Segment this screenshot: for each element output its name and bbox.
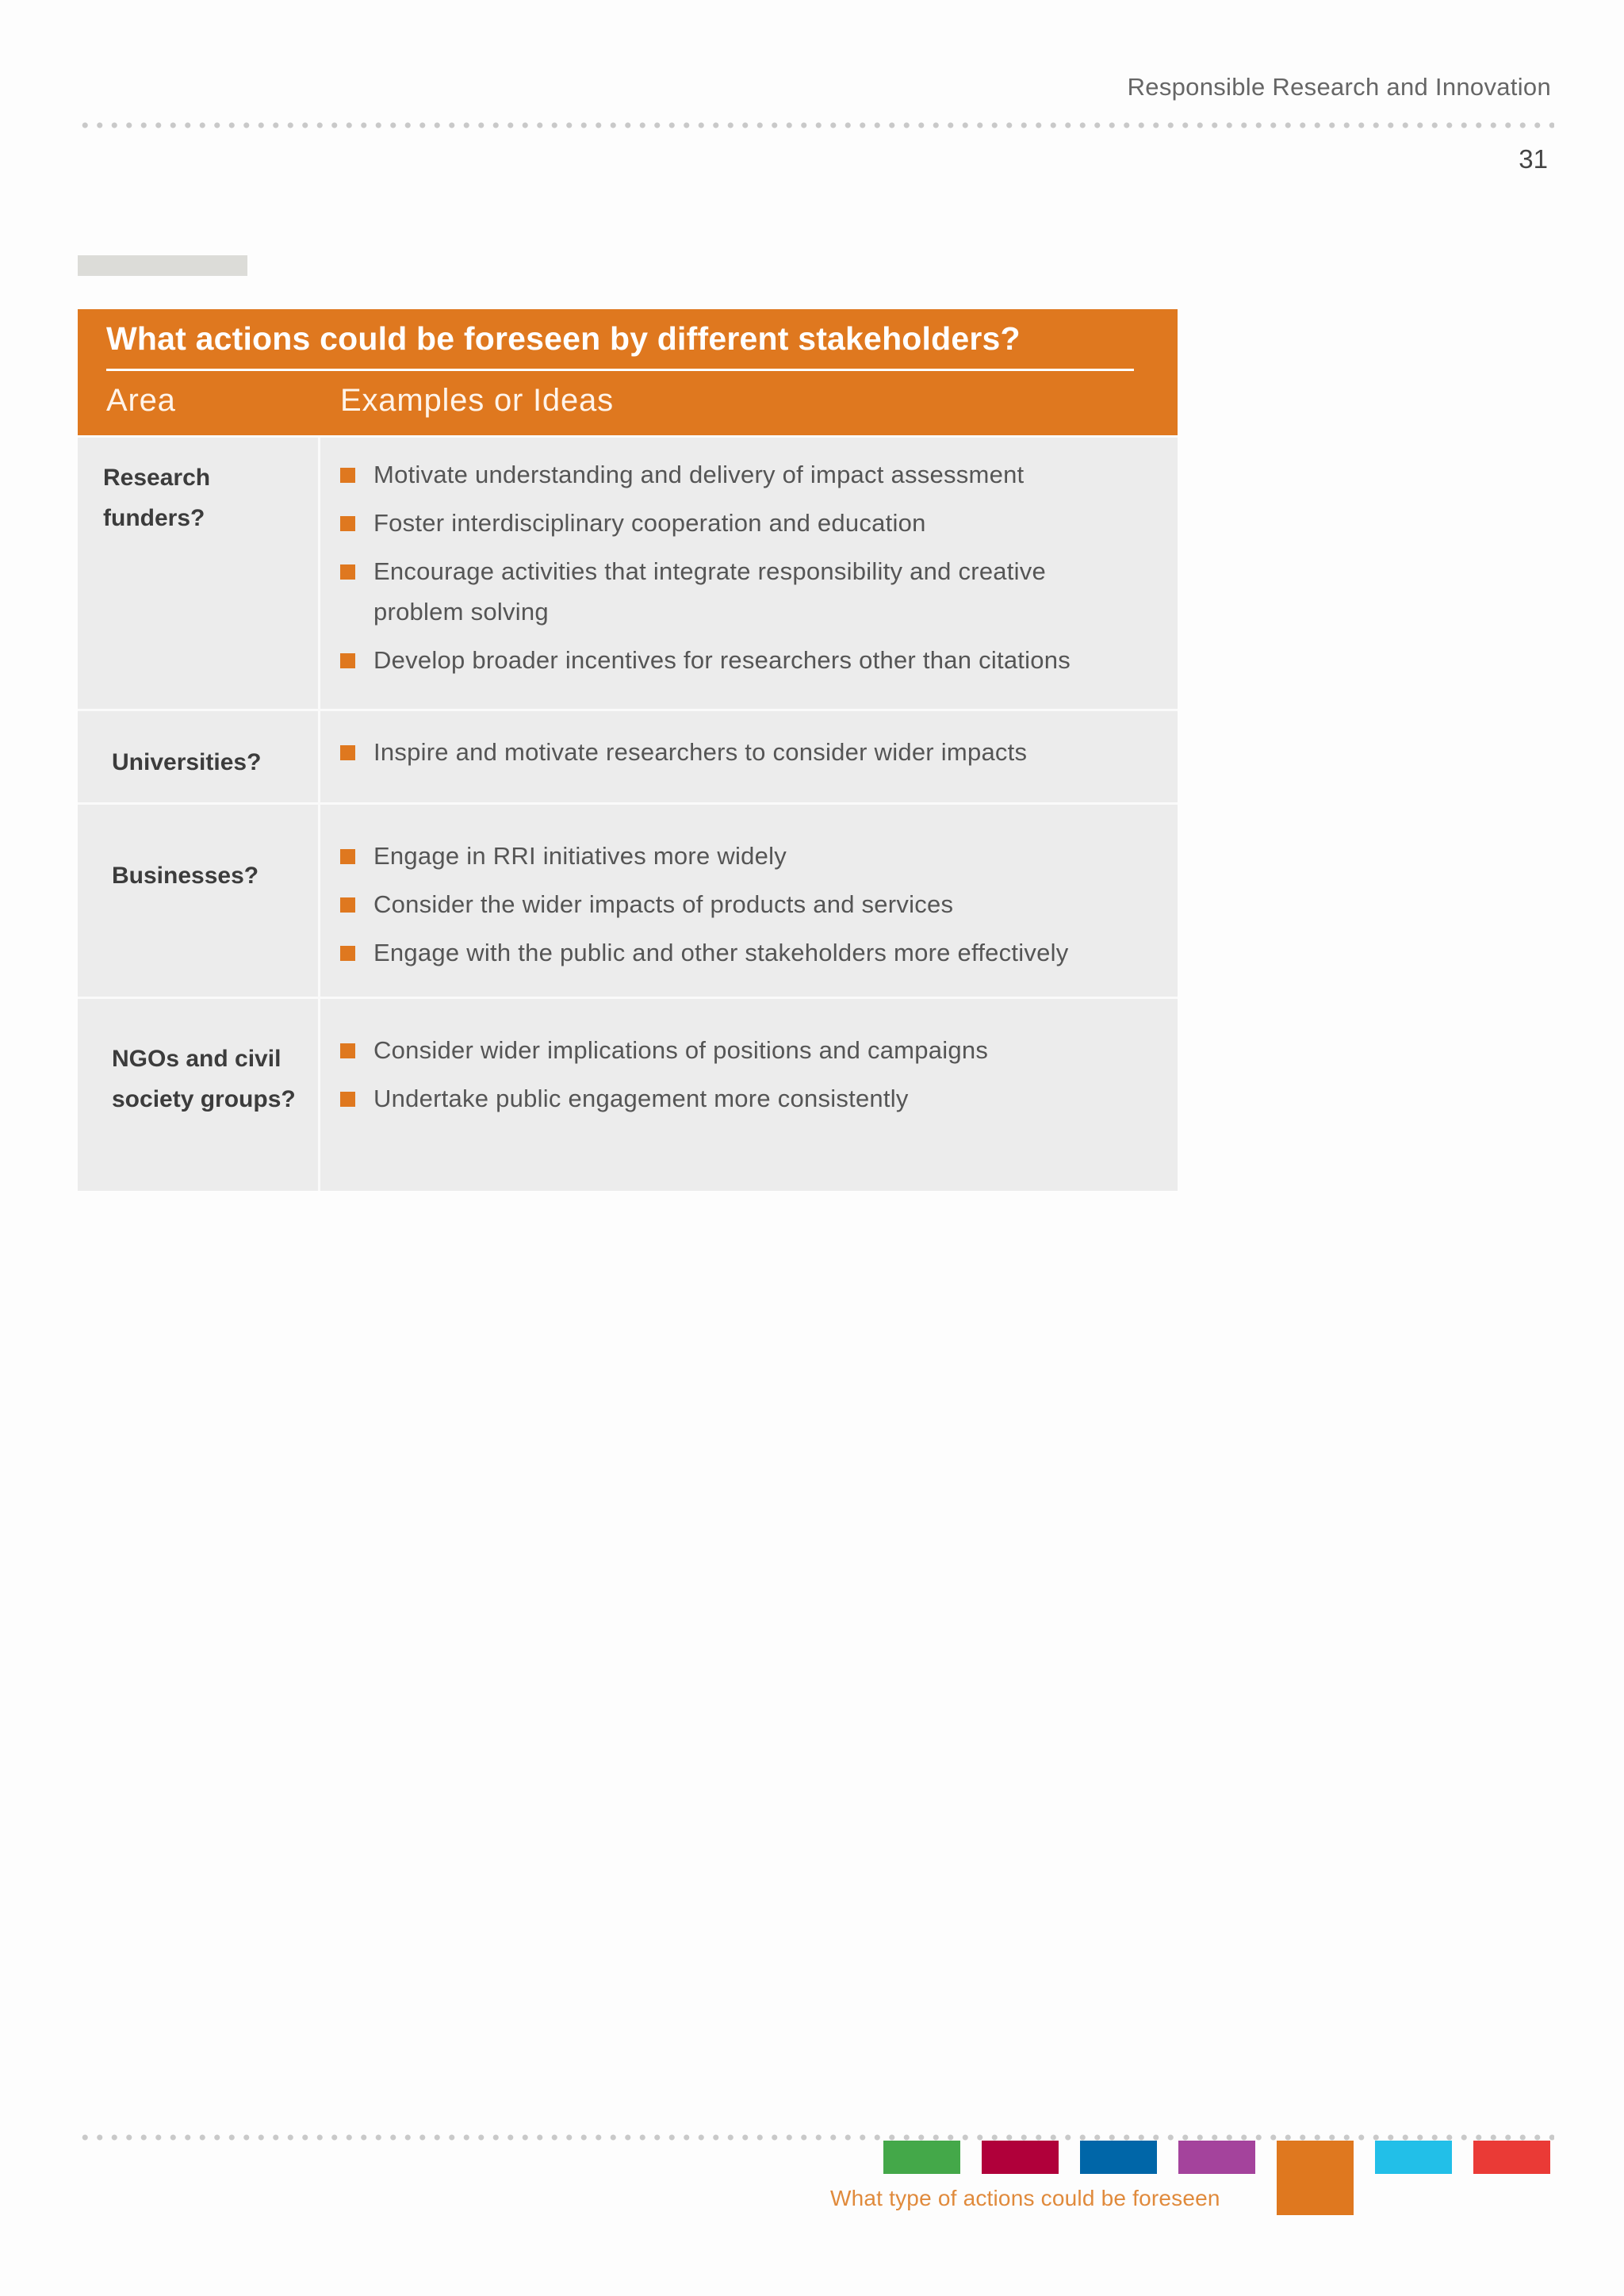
examples-cell <box>320 999 1178 1191</box>
title-underline <box>106 369 1134 371</box>
table-row <box>78 435 1178 709</box>
section-tab-blue[interactable] <box>1080 2141 1157 2174</box>
list-item <box>335 454 1178 495</box>
running-header-title: Responsible Research and Innovation <box>1127 73 1551 101</box>
list-item-text: Foster interdisciplinary cooperation and education <box>373 509 926 537</box>
list-item-text: Develop broader incentives for researchers other than citations <box>373 646 1071 674</box>
list-item-text: Motivate understanding and delivery of impact assessment <box>373 461 1025 488</box>
list-item <box>335 836 1178 876</box>
examples-cell <box>320 805 1178 997</box>
square-bullet-icon <box>340 653 355 668</box>
bottom-dotted-divider <box>78 2134 1554 2141</box>
square-bullet-icon <box>340 516 355 531</box>
section-tab-purple[interactable] <box>1178 2141 1255 2174</box>
square-bullet-icon <box>340 745 355 760</box>
section-tab-red[interactable] <box>1473 2141 1550 2174</box>
square-bullet-icon <box>340 468 355 483</box>
list-item <box>335 551 1178 632</box>
list-item <box>335 932 1178 973</box>
table-header <box>78 309 1178 435</box>
list-item <box>335 884 1178 924</box>
list-item-text: Engage with the public and other stakeholders more effectively <box>373 939 1069 966</box>
table-title: What actions could be foreseen by different stakeholders? <box>106 320 1021 357</box>
examples-list <box>335 836 1178 973</box>
square-bullet-icon <box>340 946 355 961</box>
area-cell: Businesses? <box>78 805 320 997</box>
square-bullet-icon <box>340 897 355 913</box>
section-tab-crimson[interactable] <box>982 2141 1059 2174</box>
column-header-area: Area <box>106 383 176 418</box>
list-item-text: Undertake public engagement more consistently <box>373 1085 909 1112</box>
page-number: 31 <box>1519 144 1548 174</box>
footer-section-caption: What type of actions could be foreseen <box>830 2186 1220 2210</box>
section-marker-bar <box>78 255 247 276</box>
examples-list <box>335 454 1178 680</box>
table-row <box>78 997 1178 1191</box>
square-bullet-icon <box>340 1043 355 1058</box>
table-row <box>78 802 1178 997</box>
list-item <box>335 732 1178 772</box>
list-item <box>335 1030 1178 1070</box>
examples-list <box>335 732 1178 772</box>
list-item <box>335 503 1178 543</box>
square-bullet-icon <box>340 849 355 864</box>
area-cell: Research funders? <box>78 438 320 709</box>
list-item-text: Engage in RRI initiatives more widely <box>373 842 787 870</box>
table-row <box>78 709 1178 802</box>
stakeholder-actions-table <box>78 309 1178 1191</box>
examples-cell <box>320 438 1178 709</box>
square-bullet-icon <box>340 1092 355 1107</box>
list-item-text: Inspire and motivate researchers to consider wider impacts <box>373 738 1028 766</box>
section-tab-cyan[interactable] <box>1375 2141 1452 2174</box>
examples-cell <box>320 711 1178 802</box>
area-cell: Universities? <box>78 711 320 802</box>
area-cell: NGOs and civil society groups? <box>78 999 320 1191</box>
list-item <box>335 640 1178 680</box>
section-tab-green[interactable] <box>883 2141 960 2174</box>
square-bullet-icon <box>340 564 355 580</box>
examples-list <box>335 1030 1178 1119</box>
top-dotted-divider <box>78 122 1554 128</box>
list-item-text: Consider the wider impacts of products and services <box>373 890 954 918</box>
list-item-text: Consider wider implications of positions and campaigns <box>373 1036 989 1064</box>
list-item <box>335 1078 1178 1119</box>
list-item-text: Encourage activities that integrate responsibility and creative problem solving <box>373 557 1047 626</box>
section-tab-orange-active[interactable] <box>1277 2141 1354 2215</box>
column-header-examples: Examples or Ideas <box>340 383 614 418</box>
